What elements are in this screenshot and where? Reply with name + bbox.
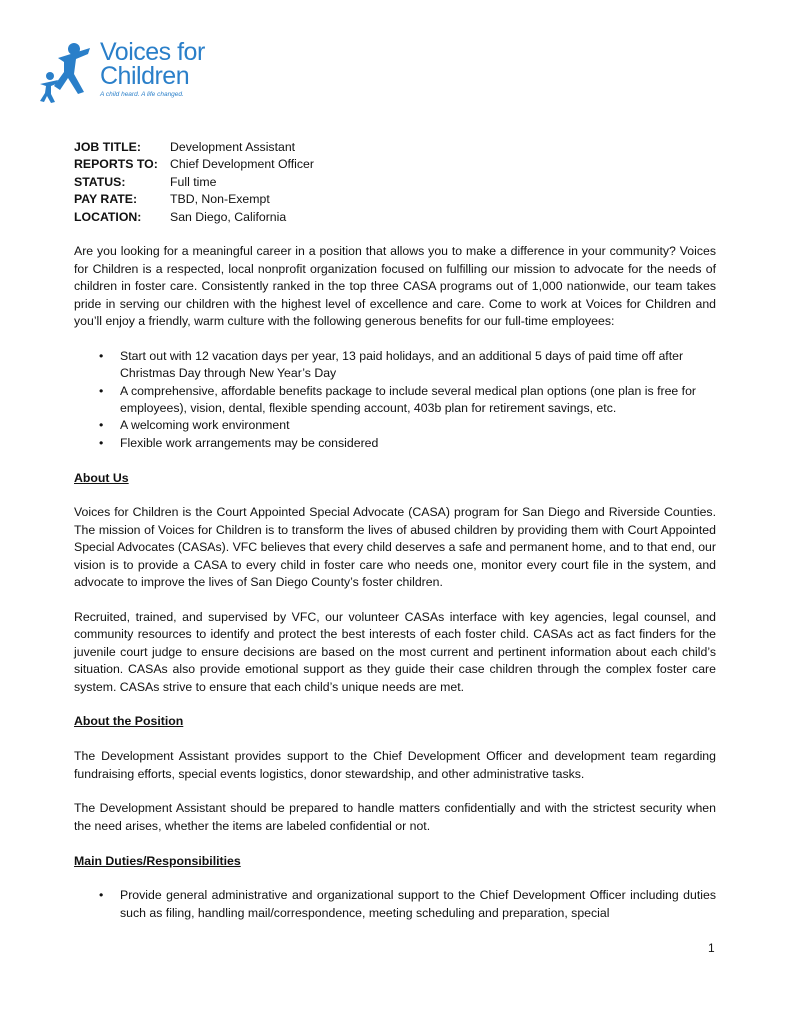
duties-list	[74, 887, 716, 922]
meta-key: STATUS:	[74, 174, 126, 189]
meta-key: JOB TITLE:	[74, 140, 141, 154]
about-position-heading: About the Position	[74, 714, 184, 729]
bullet-icon: •	[99, 418, 104, 433]
meta-row	[74, 209, 716, 226]
about-us-paragraph-2: Recruited, trained, and supervised by VFC, our volunteer CASAs interface with key agencies, legal counsel, and community resources to identify and protect the best interests of each foster child. CASAs act as fact finders for the juvenile court judge to ensure decisions are based on the most current and pertinent information about each child’s situation. CASAs also provide emotional support as they guide their case children through the complex foster care system. CASAs strive to ensure that each child’s unique needs are met.	[74, 609, 716, 694]
list-item: • Provide general administrative and organizational support to the Chief Development Officer including duties such as filing, handling mail/correspondence, meeting scheduling and preparation, special	[99, 888, 716, 920]
list-item: • A welcoming work environment	[120, 417, 716, 434]
intro-paragraph: Are you looking for a meaningful career in a position that allows you to make a difference in your community? Voices for Children is a respected, local nonprofit organization focused on fulfilling our mission to advocate for the needs of children in foster care. Consistently ranked in the top three CASA programs out of 1,000 nationwide, our team takes pride in serving our children with the highest level of excellence and care. Come to work at Voices for Children and you’ll enjoy a friendly, warm culture with the following generous benefits for our full-time employees:	[74, 244, 716, 329]
list-item: • Flexible work arrangements may be considered	[120, 435, 716, 452]
list-item: • A comprehensive, affordable benefits package to include several medical plan options (one plan is free for employees), vision, dental, flexible spending account, 403b plan for retirement savings, etc.	[99, 383, 697, 416]
bullet-icon: •	[99, 435, 104, 450]
bullet-icon: •	[99, 348, 104, 363]
about-us-paragraph-1: Voices for Children is the Court Appointed Special Advocate (CASA) program for San Diego and Riverside Counties. The mission of Voices for Children is to transform the lives of abused children by providing them with Court Appointed Special Advocates (CASAs). VFC believes that every child deserves a safe and permanent home, and to that end, our vision is to provide a CASA to every child in foster care who needs one, monitor every court file in the system, and advocate to improve the lives of San Diego County’s foster children.	[74, 505, 716, 590]
about-position-paragraph-1: The Development Assistant provides support to the Chief Development Officer and development team regarding fundraising efforts, special events logistics, donor stewardship, and other administrative tasks.	[74, 749, 716, 781]
document-body	[74, 139, 716, 922]
meta-row	[74, 174, 716, 191]
meta-value: Full time	[170, 174, 217, 189]
logo-line-2: Children	[100, 62, 190, 90]
meta-key: REPORTS TO:	[74, 157, 158, 172]
about-position-paragraph-2: The Development Assistant should be prepared to handle matters confidentially and with the strictest security when the need arises, whether the items are labeled confidential or not.	[74, 801, 716, 833]
duties-heading: Main Duties/Responsibilities	[74, 853, 241, 868]
voices-for-children-logo	[38, 40, 228, 104]
meta-value: TBD, Non-Exempt	[170, 192, 270, 207]
logo-line-1: Voices for	[100, 38, 205, 66]
meta-value: San Diego, California	[170, 209, 287, 224]
logo-tagline: A child heard. A life changed.	[100, 91, 184, 98]
meta-row	[74, 191, 716, 208]
meta-value: Development Assistant	[170, 140, 296, 154]
job-meta	[74, 139, 716, 226]
benefits-list	[74, 348, 716, 452]
meta-value: Chief Development Officer	[170, 157, 314, 172]
meta-row	[74, 156, 716, 173]
page-number: 1	[708, 941, 715, 955]
bullet-icon: •	[99, 888, 104, 903]
bullet-icon: •	[99, 383, 104, 398]
meta-key: LOCATION:	[74, 209, 142, 224]
meta-key: PAY RATE:	[74, 192, 138, 207]
about-us-heading: About Us	[74, 470, 129, 485]
meta-row	[74, 139, 716, 156]
figures-icon	[38, 40, 98, 104]
list-item: • Start out with 12 vacation days per year, 13 paid holidays, and an additional 5 days of paid time off after Christmas Day through New Year’s Day	[99, 348, 684, 381]
